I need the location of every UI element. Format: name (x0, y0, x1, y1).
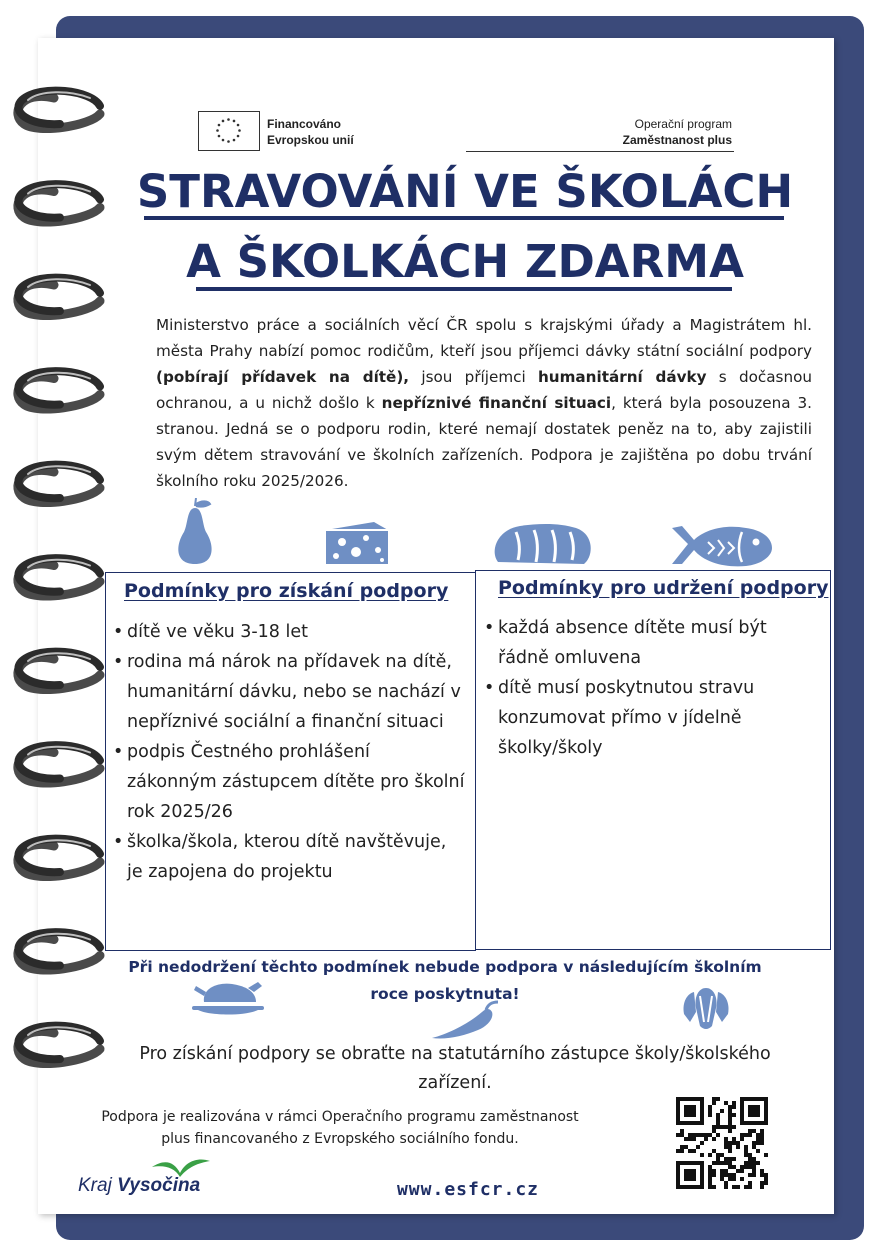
funding-note-line1: Podpora je realizována v rámci Operačního programu zaměstnanost (101, 1109, 579, 1125)
list-item: • rodina má nárok na přídavek na dítě, humanitární dávku, nebo se nachází v nepříznivé sociální a finanční situaci (113, 647, 465, 737)
eu-star (218, 124, 221, 127)
cheese-icon (322, 520, 392, 566)
title-line1: STRAVOVÁNÍ VE ŠKOLÁCH (136, 165, 794, 218)
kraj-name: Vysočina (117, 1175, 201, 1196)
eu-flag-logo (198, 111, 260, 151)
spiral-ring (18, 932, 100, 970)
bread-icon (490, 522, 594, 568)
eu-star (222, 139, 225, 142)
eu-star (237, 135, 240, 138)
intro-bold-3: nepříznivé finanční situaci (381, 394, 612, 412)
warning-line2: roce poskytnuta! (370, 985, 520, 1003)
list-item: • školka/škola, kterou dítě navštěvuje, je zapojena do projektu (113, 827, 465, 887)
roast-chicken-icon (190, 978, 266, 1018)
contact-line2: zařízení. (418, 1073, 492, 1093)
eu-star (222, 120, 225, 123)
eu-funding-line2: Evropskou unií (267, 133, 354, 147)
pepper-icon (428, 998, 500, 1042)
funding-note-line2: plus financovaného z Evropského sociálního fondu. (161, 1131, 519, 1147)
kraj-prefix: Kraj (78, 1175, 118, 1196)
conditions-get-list (113, 617, 465, 887)
spiral-ring (18, 184, 100, 222)
intro-bold-1: (pobírají přídavek na dítě), (156, 368, 410, 386)
eu-funding-label (267, 116, 354, 148)
spiral-ring (18, 745, 100, 783)
warning-line1: Při nedodržení těchto podmínek nebude podpora v následujícím školním (128, 958, 762, 976)
intro-text-4: , která byla posouzena 3. stranou. Jedná se o podporu rodin, které nemají dostatek peněz na to, aby zajistili svým dětem stravování ve školních zařízeních. Podpora je zajištěna po dobu trvání školního roku 2025/2026. (156, 394, 812, 490)
spiral-ring (18, 652, 100, 690)
list-item: • dítě musí poskytnutou stravu konzumovat přímo v jídelně školky/školy (484, 673, 804, 763)
kraj-vysocina-logo (78, 1174, 200, 1198)
pear-icon (170, 498, 220, 566)
spiral-binding (0, 0, 110, 1256)
funding-note (60, 1106, 620, 1150)
eu-star (233, 139, 236, 142)
list-item: • každá absence dítěte musí být řádně omluvena (484, 613, 804, 673)
op-line2: Zaměstnanost plus (622, 133, 732, 147)
eu-funding-line1: Financováno (267, 117, 342, 131)
intro-text-1: Ministerstvo práce a sociálních věcí ČR spolu s krajskými úřady a Magistrátem hl. města Prahy nabízí pomoc rodičům, kteří jsou příjemci dávky státní sociální podpory (156, 316, 812, 360)
intro-text-3: s dočasnou ochranou, a u nichž došlo k (156, 368, 812, 412)
conditions-keep-title: Podmínky pro udržení podpory (498, 577, 829, 599)
spiral-ring (18, 91, 100, 129)
spiral-ring (18, 371, 100, 409)
op-line1: Operační program (634, 117, 732, 131)
title-underline2 (196, 287, 732, 291)
intro-paragraph (156, 312, 812, 494)
op-underline (466, 151, 734, 152)
qr-code (676, 1097, 768, 1189)
spiral-ring (18, 465, 100, 503)
fish-icon (668, 522, 774, 572)
eu-star (237, 124, 240, 127)
croissant-icon (678, 982, 734, 1034)
intro-text-2: jsou příjemci (409, 368, 538, 386)
conditions-get-title: Podmínky pro získání podpory (124, 580, 449, 602)
title-line2: A ŠKOLKÁCH ZDARMA (186, 235, 744, 288)
eu-star (227, 118, 230, 121)
operational-programme-label (560, 116, 732, 148)
intro-bold-2: humanitární dávky (537, 368, 707, 386)
list-item: • dítě ve věku 3-18 let (113, 617, 465, 647)
spiral-ring (18, 558, 100, 596)
spiral-ring (18, 278, 100, 316)
eu-star (233, 120, 236, 123)
spiral-ring (18, 839, 100, 877)
eu-star (218, 135, 221, 138)
conditions-keep-list (484, 613, 804, 763)
contact-line1: Pro získání podpory se obraťte na statutárního zástupce školy/školského (139, 1044, 771, 1064)
website-link[interactable]: www.esfcr.cz (396, 1179, 540, 1200)
eu-star (227, 140, 230, 143)
spiral-ring (18, 1026, 100, 1064)
eu-star (238, 129, 241, 132)
title-underline1 (144, 216, 784, 220)
list-item: • podpis Čestného prohlášení zákonným zástupcem dítěte pro školní rok 2025/26 (113, 737, 465, 827)
eu-stars-icon (199, 112, 258, 149)
eu-star (216, 129, 219, 132)
contact-text (100, 1040, 810, 1098)
